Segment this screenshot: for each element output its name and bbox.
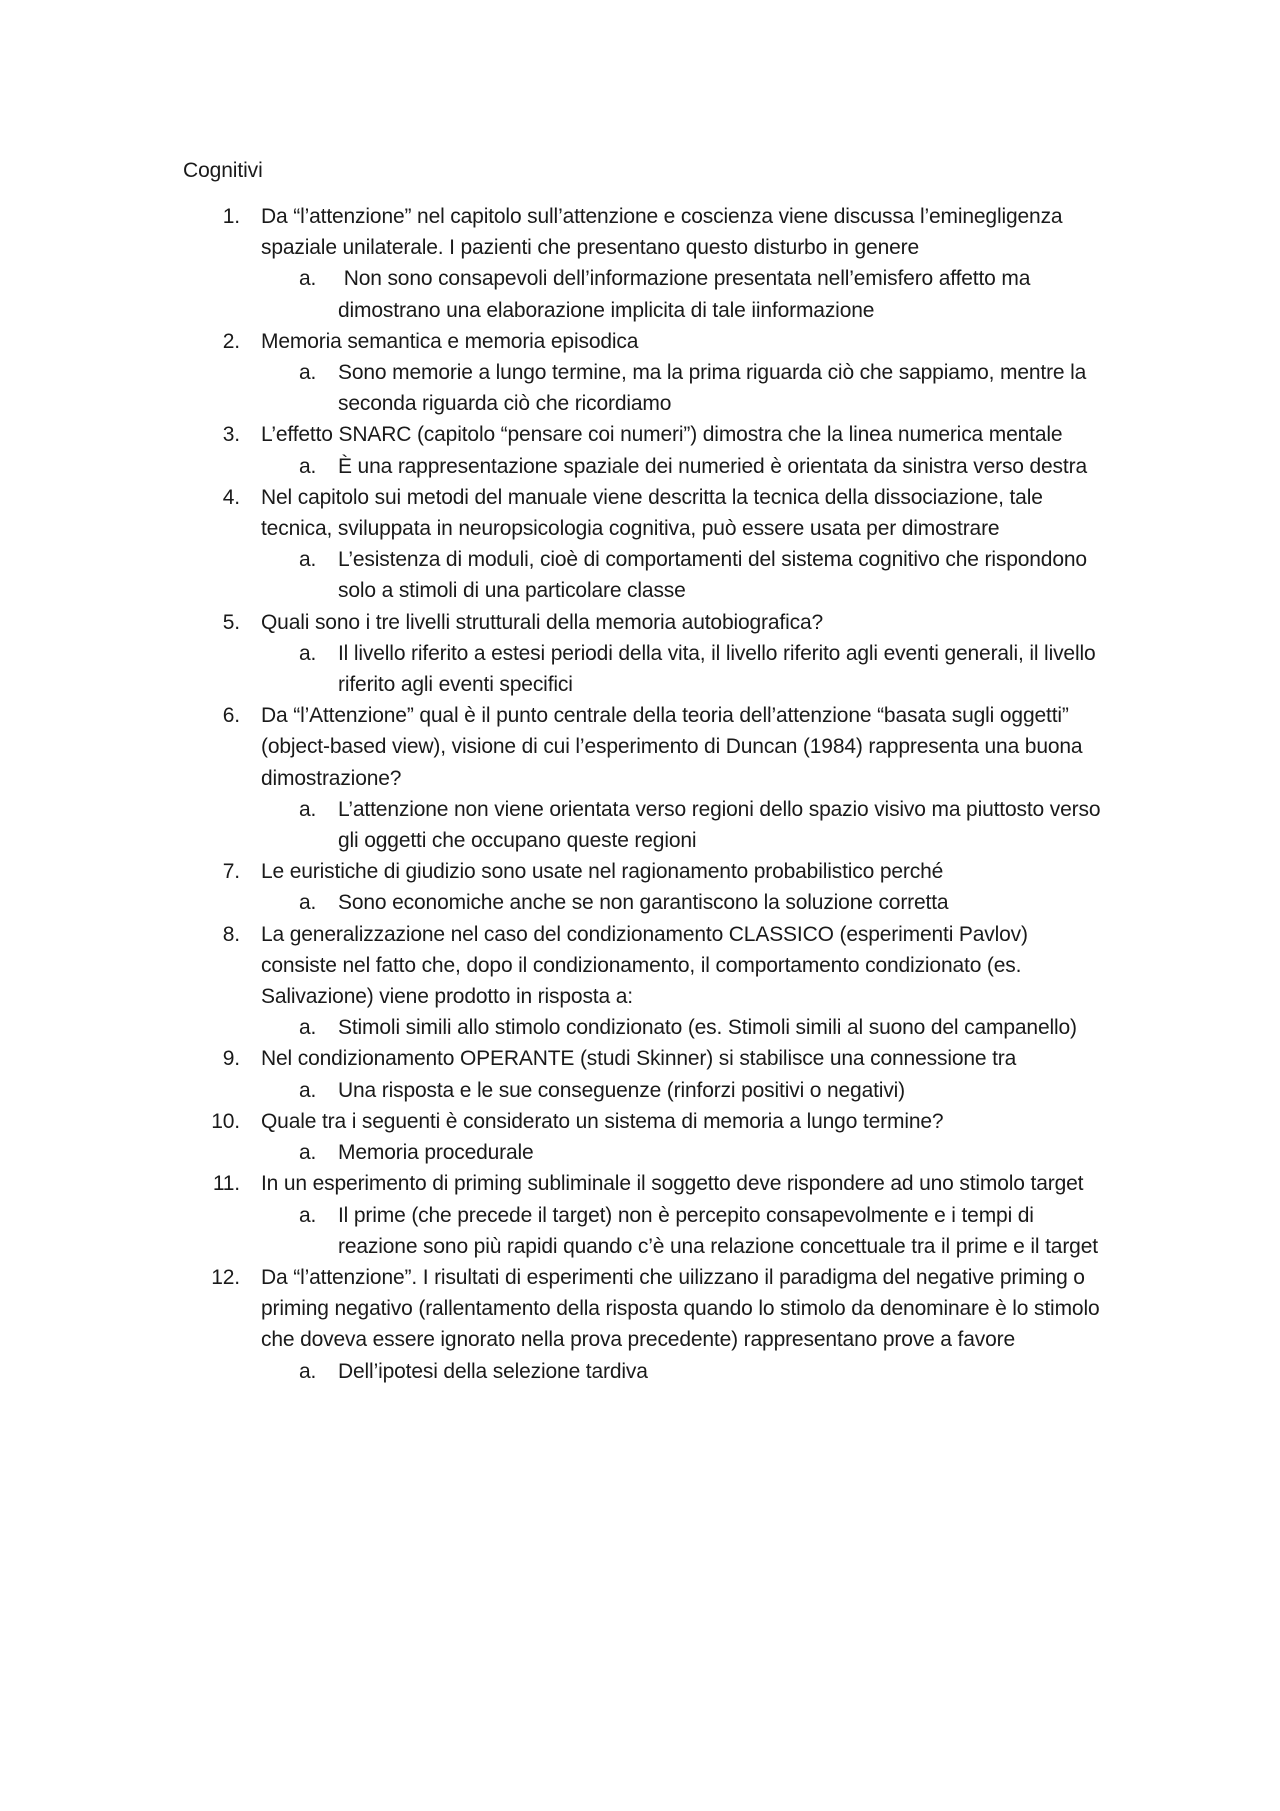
question-number: 7.	[222, 860, 240, 884]
answer-item	[183, 1356, 1103, 1387]
answer-text: Dell’ipotesi della selezione tardiva	[338, 1359, 648, 1383]
answer-letter: a.	[299, 267, 317, 291]
answer-text: L’esistenza di moduli, cioè di comportamenti del sistema cognitivo che rispondono solo a stimoli di una particolare classe	[338, 548, 1087, 603]
answer-text: Il prime (che precede il target) non è percepito consapevolmente e i tempi di reazione sono più rapidi quando c’è una relazione concettuale tra il prime e il target	[338, 1203, 1098, 1258]
question-text: In un esperimento di priming subliminale il soggetto deve rispondere ad uno stimolo target	[261, 1172, 1084, 1196]
answer-text: Sono economiche anche se non garantiscono la soluzione corretta	[338, 891, 949, 915]
answer-item	[183, 638, 1103, 700]
question-number: 5.	[222, 610, 240, 634]
question-item	[183, 326, 1103, 420]
question-number: 11.	[212, 1172, 240, 1196]
question-item	[183, 419, 1103, 481]
question-text: Quali sono i tre livelli strutturali della memoria autobiografica?	[261, 610, 824, 634]
question-text: La generalizzazione nel caso del condizionamento CLASSICO (esperimenti Pavlov) consiste nel fatto che, dopo il condizionamento, il comportamento condizionato (es. Salivazione) viene prodotto in risposta a:	[261, 922, 1028, 1009]
question-item	[183, 201, 1103, 326]
answer-text: Memoria procedurale	[338, 1141, 534, 1165]
answer-letter: a.	[299, 548, 317, 572]
answer-text: Non sono consapevoli dell’informazione presentata nell’emisfero affetto ma dimostrano una elaborazione implicita di tale iinformazione	[338, 267, 1036, 322]
question-number: 9.	[222, 1047, 240, 1071]
question-number: 10.	[211, 1109, 240, 1133]
answer-item	[183, 887, 1103, 918]
answer-text: Il livello riferito a estesi periodi della vita, il livello riferito agli eventi generali, il livello riferito agli eventi specifici	[338, 641, 1096, 697]
question-item	[183, 482, 1103, 607]
answer-text: Una risposta e le sue conseguenze (rinforzi positivi o negativi)	[338, 1078, 906, 1102]
question-text: Quale tra i seguenti è considerato un sistema di memoria a lungo termine?	[261, 1109, 944, 1133]
answer-letter: a.	[299, 1359, 317, 1383]
answer-text: Sono memorie a lungo termine, ma la prima riguarda ciò che sappiamo, mentre la seconda riguarda ciò che ricordiamo	[338, 361, 1087, 416]
answer-item	[183, 451, 1103, 482]
answer-text: L’attenzione non viene orientata verso regioni dello spazio visivo ma piuttosto verso gli oggetti che occupano queste regioni	[338, 797, 1101, 853]
answer-letter: a.	[299, 641, 317, 665]
answer-item	[183, 1012, 1103, 1043]
answer-item	[183, 263, 1103, 325]
answer-text: È una rappresentazione spaziale dei numeried è orientata da sinistra verso destra	[338, 454, 1087, 478]
question-number: 6.	[222, 704, 240, 728]
answer-letter: a.	[299, 1141, 317, 1165]
question-number: 12.	[211, 1265, 240, 1289]
question-text: Le euristiche di giudizio sono usate nel ragionamento probabilistico perché	[261, 860, 944, 884]
answer-letter: a.	[299, 1078, 317, 1102]
question-number: 1.	[222, 205, 240, 228]
answer-text: Stimoli simili allo stimolo condizionato (es. Stimoli simili al suono del campanello)	[338, 1016, 1077, 1040]
answer-letter: a.	[299, 361, 317, 385]
document-title: Cognitivi	[183, 159, 263, 182]
answer-item	[183, 1137, 1103, 1168]
question-item	[183, 700, 1103, 856]
question-text: L’effetto SNARC (capitolo “pensare coi numeri”) dimostra che la linea numerica mentale	[261, 423, 1063, 447]
question-number: 8.	[222, 922, 240, 946]
question-number: 4.	[222, 485, 240, 509]
answer-item	[183, 794, 1103, 856]
question-item	[183, 1106, 1103, 1168]
question-text: Nel capitolo sui metodi del manuale viene descritta la tecnica della dissociazione, tale tecnica, sviluppata in neuropsicologia cognitiva, può essere usata per dimostrare	[261, 485, 1043, 541]
question-text: Da “l’attenzione”. I risultati di esperimenti che uilizzano il paradigma del negative priming o priming negativo (rallentamento della risposta quando lo stimolo da denominare è lo stimolo che doveva essere ignorato nella prova precedente) rappresentano prove a favore	[261, 1265, 1100, 1352]
answer-letter: a.	[299, 1016, 317, 1040]
answer-item	[183, 1075, 1103, 1106]
question-text: Memoria semantica e memoria episodica	[261, 329, 639, 353]
answer-letter: a.	[299, 891, 317, 915]
answer-letter: a.	[299, 454, 317, 478]
question-number: 3.	[222, 423, 240, 447]
question-item	[183, 1043, 1103, 1105]
answer-letter: a.	[299, 797, 317, 821]
question-number: 2.	[222, 329, 240, 353]
question-item	[183, 1262, 1103, 1387]
question-item	[183, 856, 1103, 918]
question-text: Nel condizionamento OPERANTE (studi Skinner) si stabilisce una connessione tra	[261, 1047, 1017, 1071]
answer-item	[183, 544, 1103, 606]
question-item	[183, 919, 1103, 1044]
answer-item	[183, 357, 1103, 419]
question-list	[183, 201, 1103, 1387]
question-item	[183, 1168, 1103, 1262]
answer-letter: a.	[299, 1203, 317, 1227]
question-text: Da “l’Attenzione” qual è il punto centrale della teoria dell’attenzione “basata sugli oggetti” (object-based view), visione di cui l’esperimento di Duncan (1984) rappresenta una buona dimostrazione?	[261, 704, 1083, 790]
answer-item	[183, 1200, 1103, 1262]
question-text: Da “l’attenzione” nel capitolo sull’attenzione e coscienza viene discussa l’eminegligenza spaziale unilaterale. I pazienti che presentano questo disturbo in genere	[261, 205, 1063, 260]
question-item	[183, 607, 1103, 701]
